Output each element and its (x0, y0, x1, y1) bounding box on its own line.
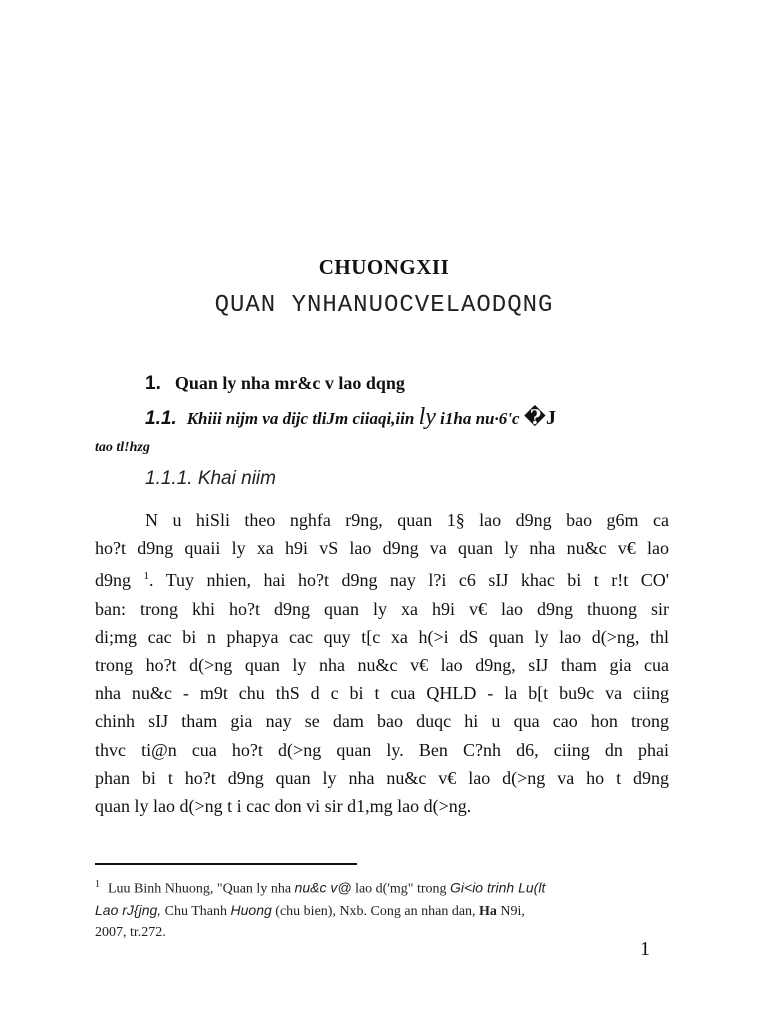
section-1-1-title-continuation: tao tl!hzg (95, 440, 150, 455)
footnote-ref: 1 (143, 570, 149, 583)
section-1-number: 1. (145, 373, 161, 394)
body-line-8: chinh sIJ tham gia nay se dam bao duqc hi u qua cao hon trong (95, 711, 669, 732)
footnote-line-1 (95, 874, 669, 900)
body-paragraph (95, 506, 669, 820)
section-1-1-title-ly: ly (418, 404, 436, 430)
body-line-5: di;mg cac bi n phapya cac quy t[c xa h(>i dS quan ly lao d(>ng, thl (95, 626, 669, 647)
section-1-1-1-heading: 1.1.1. Khai niim (145, 468, 276, 489)
section-1-1-heading (145, 404, 705, 431)
body-line-1: N u hiSli theo nghfa r9ng, quan 1§ lao d9ng bao g6m ca (145, 510, 669, 530)
chapter-label: CHUONGXII (318, 255, 450, 279)
footnote-line-2 (95, 900, 669, 922)
footnote-marker: 1 (95, 879, 100, 890)
chapter-title: QUAN YNHANUOCVELAODQNG (214, 292, 554, 319)
footnote-text-1: Luu Binh Nhuong, "Quan ly nha (108, 881, 295, 897)
section-1-1-title-a: Khiii nijm va dijc tliJm ciiaqi,iin (186, 409, 415, 428)
body-line-3-start: d9ng (95, 570, 131, 591)
body-line-4: ban: trong khi ho?t d9ng quan ly xa h9i v€ lao d9ng thuong sir (95, 598, 669, 619)
footnote (95, 874, 669, 943)
footnote-text-1-italic: nu&c v@ (294, 879, 352, 896)
footnote-text-5-bold: Ha (479, 903, 497, 919)
footnote-text-5: N9i, (496, 903, 525, 919)
body-line-11: quan ly lao d(>ng t i cac don vi sir d1,mg lao d(>ng. (95, 796, 472, 817)
footnote-text-4-italic: Huong (230, 901, 272, 918)
footnote-text-2: lao d('mg" trong (351, 881, 451, 897)
section-1-1-title-b: i1ha nu·6'c (440, 409, 520, 428)
footnote-text-4: (chu bien), Nxb. Cong an nhan dan, (271, 903, 480, 919)
footnote-divider (95, 863, 357, 865)
body-line-9: thvc ti@n cua ho?t d(>ng quan ly. Ben C?nh d6, ciing dn phai (95, 739, 669, 760)
page-number: 1 (640, 938, 650, 960)
body-line-6: trong ho?t d(>ng quan ly nha nu&c v€ lao d9ng, sIJ tham gia cua (95, 655, 669, 676)
footnote-line-3: 2007, tr.272. (95, 924, 166, 940)
body-line-7: nha nu&c - m9t chu thS d c bi t cua QHLD - la b[t bu9c va ciing (95, 683, 669, 704)
footnote-text-3: Chu Thanh (161, 903, 231, 919)
section-1-1-number: 1.1. (145, 408, 177, 429)
body-line-2: ho?t d9ng quaii ly xa h9i vS lao d9ng va quan ly nha nu&c v€ lao (95, 538, 669, 559)
section-1-1-title-mark: �J (523, 407, 557, 429)
section-1-title: Quan ly nha mr&c v lao dqng (174, 373, 405, 393)
footnote-text-2-italic: Gi<io trinh Lu(lt (450, 879, 546, 896)
body-line-3 (95, 562, 669, 594)
section-1-heading (145, 373, 405, 395)
body-line-3-rest: . Tuy nhien, hai ho?t d9ng nay l?i c6 sIJ khac bi t r!t CO' (149, 570, 670, 591)
footnote-text-3-italic: Lao rJ{jng, (95, 901, 162, 918)
body-line-10: phan bi t ho?t d9ng quan ly nha nu&c v€ lao d(>ng va ho t d9ng (95, 767, 669, 788)
